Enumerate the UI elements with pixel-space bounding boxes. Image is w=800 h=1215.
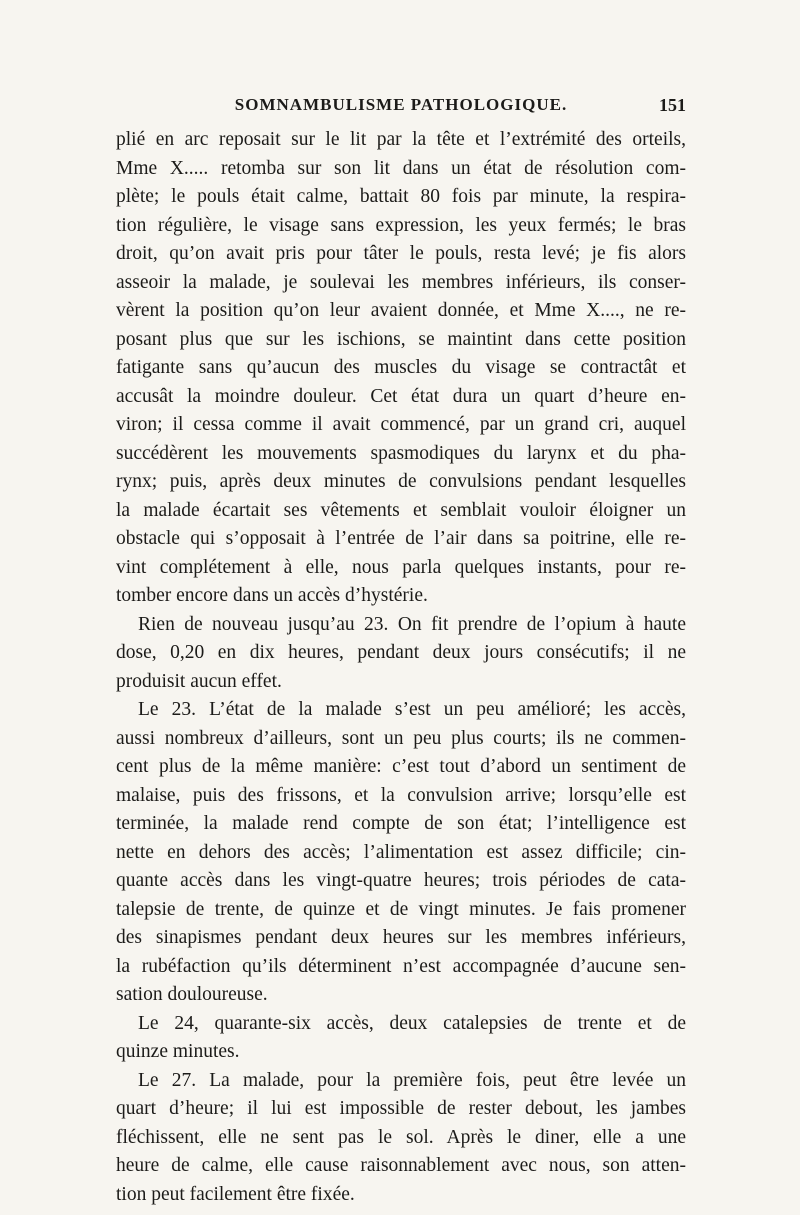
- text-line: heure de calme, elle cause raisonnablement avec nous, son atten-: [116, 1155, 686, 1176]
- body-text: [116, 126, 686, 1209]
- text-line: nette en dehors des accès; l’alimentation est assez difficile; cin-: [116, 841, 686, 863]
- text-line: tion peut facilement être fixée.: [116, 1183, 355, 1205]
- page-header: [116, 95, 686, 125]
- text-line: terminée, la malade rend compte de son état; l’intelligence est: [116, 813, 686, 834]
- text-line: la rubéfaction qu’ils déterminent n’est accompagnée d’aucune sen-: [116, 955, 686, 977]
- text-line: fatigante sans qu’aucun des muscles du visage se contractât et: [116, 357, 686, 378]
- text-line: Le 27. La malade, pour la première fois, peut être levée un: [138, 1069, 686, 1091]
- text-line: obstacle qui s’opposait à l’entrée de l’air dans sa poitrine, elle re-: [116, 528, 686, 549]
- text-line: produisit aucun effet.: [116, 670, 282, 692]
- text-line: accusât la moindre douleur. Cet état dura un quart d’heure en-: [116, 385, 686, 407]
- text-line: vint complétement à elle, nous parla quelques instants, pour re-: [116, 556, 686, 578]
- text-line: plète; le pouls était calme, battait 80 fois par minute, la respira-: [116, 186, 686, 207]
- text-line: tion régulière, le visage sans expression, les yeux fermés; le bras: [116, 214, 686, 236]
- text-line: viron; il cessa comme il avait commencé, par un grand cri, auquel: [116, 414, 686, 435]
- text-line: sation douloureuse.: [116, 984, 268, 1005]
- text-line: Le 24, quarante-six accès, deux catalepsies de trente et de: [138, 1012, 686, 1034]
- text-line: Le 23. L’état de la malade s’est un peu amélioré; les accès,: [138, 699, 686, 720]
- text-line: quinze minutes.: [116, 1041, 240, 1062]
- text-line: posant plus que sur les ischions, se maintint dans cette position: [116, 328, 686, 350]
- text-line: talepsie de trente, de quinze et de vingt minutes. Je fais promener: [116, 898, 686, 920]
- text-line: quart d’heure; il lui est impossible de rester debout, les jambes: [116, 1098, 686, 1119]
- text-line: malaise, puis des frissons, et la convulsion arrive; lorsqu’elle est: [116, 784, 686, 806]
- text-line: quante accès dans les vingt-quatre heures; trois périodes de cata-: [116, 870, 686, 891]
- text-line: des sinapismes pendant deux heures sur les membres inférieurs,: [116, 927, 686, 948]
- text-line: plié en arc reposait sur le lit par la tête et l’extrémité des orteils,: [116, 129, 686, 150]
- text-line: Rien de nouveau jusqu’au 23. On fit prendre de l’opium à haute: [138, 613, 686, 635]
- text-line: tomber encore dans un accès d’hystérie.: [116, 585, 428, 606]
- text-line: la malade écartait ses vêtements et semblait vouloir éloigner un: [116, 499, 686, 521]
- text-line: fléchissent, elle ne sent pas le sol. Après le diner, elle a une: [116, 1126, 686, 1148]
- text-line: cent plus de la même manière: c’est tout d’abord un sentiment de: [116, 756, 686, 777]
- page-number: 151: [659, 95, 686, 115]
- text-line: succédèrent les mouvements spasmodiques du larynx et du pha-: [116, 442, 686, 464]
- running-title: SOMNAMBULISME PATHOLOGIQUE.: [234, 95, 568, 114]
- text-line: dose, 0,20 en dix heures, pendant deux jours consécutifs; il ne: [116, 642, 686, 663]
- text-line: droit, qu’on avait pris pour tâter le pouls, resta levé; je fis alors: [116, 243, 686, 264]
- text-line: asseoir la malade, je soulevai les membres inférieurs, ils conser-: [116, 271, 686, 293]
- text-line: Mme X..... retomba sur son lit dans un état de résolution com-: [116, 157, 686, 179]
- text-line: aussi nombreux d’ailleurs, sont un peu plus courts; ils ne commen-: [116, 727, 686, 749]
- text-line: rynx; puis, après deux minutes de convulsions pendant lesquelles: [116, 471, 686, 492]
- text-line: vèrent la position qu’on leur avaient donnée, et Mme X...., ne re-: [116, 300, 686, 321]
